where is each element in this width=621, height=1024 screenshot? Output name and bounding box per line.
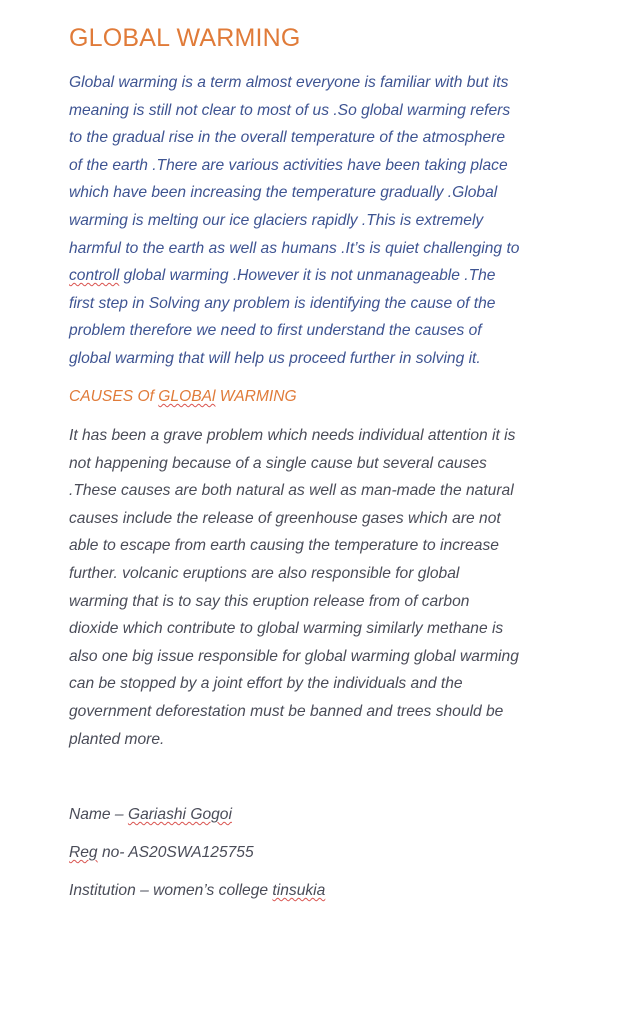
intro-line: warming is melting our ice glaciers rapidly .This is extremely xyxy=(69,211,484,229)
spellcheck-word[interactable]: controll xyxy=(69,267,120,285)
causes-line: further. volcanic eruptions are also responsible for global xyxy=(69,564,460,582)
subheading-suffix: WARMING xyxy=(215,388,297,405)
causes-line: can be stopped by a joint effort by the individuals and the xyxy=(69,675,463,693)
intro-line-rest: global warming .However it is not unmanageable .The xyxy=(119,267,496,285)
intro-line: Global warming is a term almost everyone is familiar with but its xyxy=(69,74,509,91)
causes-line: able to escape from earth causing the temperature to increase xyxy=(69,537,499,555)
institution-label: Institution – women’s college xyxy=(69,882,273,899)
intro-line: problem therefore we need to first understand the causes of xyxy=(69,322,482,340)
spellcheck-word[interactable]: GLOBAl xyxy=(158,388,216,405)
causes-line: planted more. xyxy=(69,730,165,748)
institution xyxy=(69,879,325,903)
causes-line: .These causes are both natural as well as man-made the natural xyxy=(69,482,514,500)
spellcheck-word[interactable]: Gariashi Gogoi xyxy=(127,806,232,823)
causes-line: not happening because of a single cause but several causes xyxy=(69,454,487,472)
spellcheck-word[interactable]: tinsukia xyxy=(272,882,326,899)
causes-line: causes include the release of greenhouse gases which are not xyxy=(69,509,501,527)
causes-line: It has been a grave problem which needs individual attention it is xyxy=(69,427,516,444)
causes-line: warming that is to say this eruption release from of carbon xyxy=(69,592,470,610)
causes-subheading xyxy=(69,384,297,410)
subheading-prefix: CAUSES Of xyxy=(69,388,159,405)
causes-paragraph xyxy=(69,422,519,753)
causes-line: dioxide which contribute to global warming similarly methane is xyxy=(69,620,504,638)
causes-line: government deforestation must be banned and trees should be xyxy=(69,702,504,720)
intro-line: first step in Solving any problem is identifying the cause of the xyxy=(69,294,496,312)
document-title: GLOBAL WARMING xyxy=(69,24,301,52)
intro-line: which have been increasing the temperature gradually .Global xyxy=(69,184,498,202)
spellcheck-word[interactable]: Reg xyxy=(69,844,98,861)
intro-paragraph xyxy=(69,69,519,373)
intro-line: global warming that will help us proceed further in solving it. xyxy=(69,349,481,367)
registration-value: no- AS20SWA125755 xyxy=(97,844,254,861)
causes-line: also one big issue responsible for global warming global warming xyxy=(69,647,519,665)
author-name xyxy=(69,803,232,827)
intro-line: of the earth .There are various activities have been taking place xyxy=(69,156,508,174)
intro-line: to the gradual rise in the overall temperature of the atmosphere xyxy=(69,129,506,147)
intro-line: harmful to the earth as well as humans .It’s is quiet challenging to xyxy=(69,239,520,257)
registration-number xyxy=(69,841,254,865)
intro-line xyxy=(69,262,519,290)
author-name-label: Name – xyxy=(69,806,128,823)
intro-line: meaning is still not clear to most of us .So global warming refers xyxy=(69,101,511,119)
